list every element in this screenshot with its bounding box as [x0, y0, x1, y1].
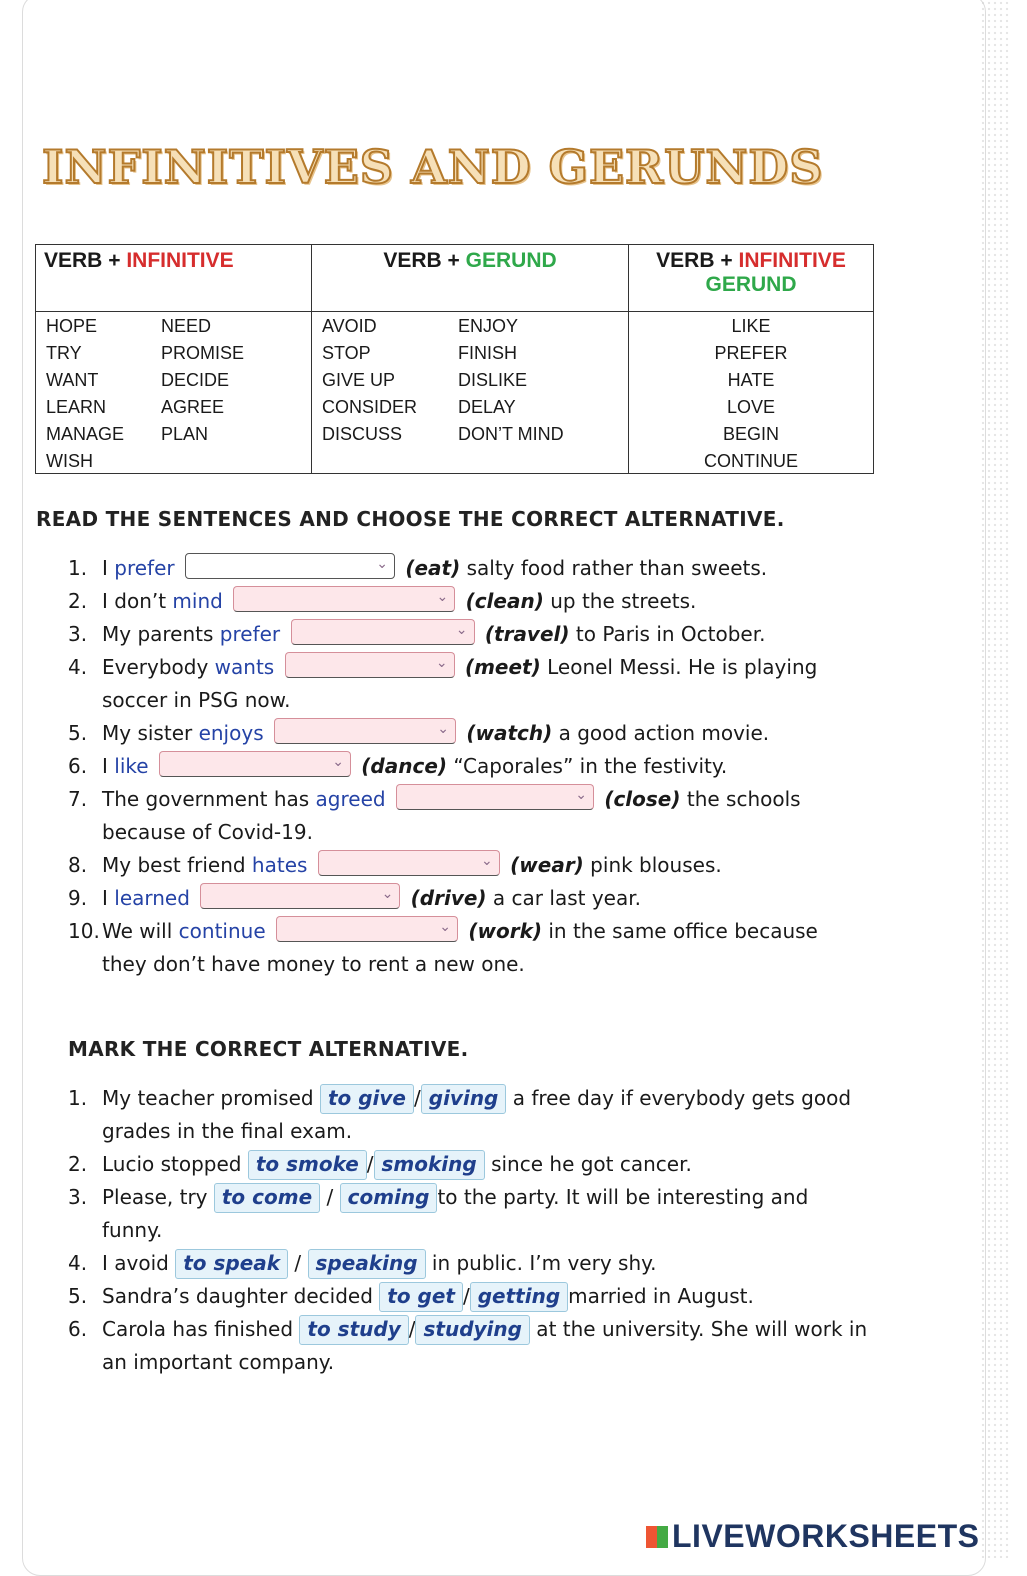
slash-separator: / [294, 1251, 302, 1275]
choice-item [68, 1082, 868, 1148]
header-kind-2: GERUND [705, 273, 797, 296]
answer-dropdown[interactable] [274, 718, 456, 744]
exercise-item [68, 651, 868, 717]
item-cue: (wear) [510, 853, 584, 877]
item-text: to the party. It will be interesting and funny. [102, 1185, 809, 1242]
verb-item: NEED [161, 316, 212, 336]
item-text: Sandra’s daughter decided [102, 1284, 380, 1308]
verb-item: TRY [46, 343, 82, 363]
header-both [629, 245, 874, 312]
item-number: 4. [68, 655, 88, 679]
item-text: My sister [102, 721, 199, 745]
verb-item: DISCUSS [322, 424, 403, 444]
slash-separator: / [326, 1185, 334, 1209]
liveworksheets-brand[interactable] [646, 1518, 979, 1555]
item-verb: prefer [114, 556, 175, 580]
infinitive-verbs-cell [36, 312, 312, 474]
item-text: “Caporales” in the festivity. [447, 754, 728, 778]
item-text: pink blouses. [583, 853, 722, 877]
item-text: I [102, 754, 115, 778]
verb-item: PROMISE [161, 343, 245, 363]
verb-item: LEARN [46, 397, 107, 417]
exercise-item [68, 915, 868, 981]
slash-separator: / [366, 1152, 374, 1176]
item-text: married in August. [568, 1284, 754, 1308]
header-infinitive [36, 245, 312, 312]
option-gerund[interactable]: studying [415, 1315, 529, 1345]
chevron-down-icon: ⌄ [575, 787, 587, 803]
exercise2-list [68, 1082, 868, 1379]
verb-item: CONSIDER [322, 397, 418, 417]
item-number: 6. [68, 754, 88, 778]
chevron-down-icon: ⌄ [381, 886, 394, 902]
option-gerund[interactable]: getting [470, 1282, 568, 1312]
answer-dropdown[interactable] [291, 619, 475, 645]
exercise-item [68, 585, 868, 618]
item-text: Leonel Messi. He is playing soccer in PSG now. [102, 655, 818, 712]
item-verb: learned [114, 886, 190, 910]
item-cue: (drive) [410, 886, 487, 910]
verb-item: MANAGE [46, 424, 125, 444]
item-cue: (travel) [484, 622, 570, 646]
slash-separator: / [462, 1284, 470, 1308]
item-text: in the same office because they don’t have money to rent a new one. [102, 919, 818, 976]
item-text: I don’t [102, 589, 173, 613]
header-plus: + [720, 249, 733, 272]
item-verb: enjoys [198, 721, 264, 745]
item-text: Carola has finished [102, 1317, 300, 1341]
exercise1-list [68, 552, 868, 981]
both-verbs-cell [629, 312, 874, 474]
chevron-down-icon: ⌄ [332, 754, 344, 770]
gerund-verbs-cell [312, 312, 629, 474]
option-gerund[interactable]: giving [421, 1084, 507, 1114]
exercise-item [68, 783, 868, 849]
chevron-down-icon: ⌄ [439, 919, 451, 935]
item-number: 4. [68, 1251, 88, 1275]
option-infinitive[interactable]: to get [379, 1282, 463, 1312]
header-kind: INFINITIVE [738, 249, 846, 272]
item-text: up the streets. [543, 589, 697, 613]
item-text: Please, try [102, 1185, 214, 1209]
item-text: a free day if everybody gets good grades in the final exam. [102, 1086, 852, 1143]
header-gerund [312, 245, 629, 312]
item-number: 3. [68, 622, 88, 646]
exercise-item [68, 882, 868, 915]
item-text: salty food rather than sweets. [460, 556, 768, 580]
item-number: 5. [68, 1284, 88, 1308]
item-text: My parents [102, 622, 220, 646]
header-kind: GERUND [465, 249, 557, 272]
verb-item: DELAY [458, 397, 516, 417]
item-text: at the university. She will work in an important company. [102, 1317, 868, 1374]
choice-item [68, 1148, 868, 1181]
item-number: 10. [68, 919, 100, 943]
exercise-item [68, 618, 868, 651]
chevron-down-icon: ⌄ [481, 853, 493, 869]
verb-item: DISLIKE [458, 370, 528, 390]
item-text: My best friend [102, 853, 252, 877]
verb-item: WANT [46, 370, 99, 390]
verb-item: AGREE [161, 397, 225, 417]
item-number: 2. [68, 589, 88, 613]
item-verb: mind [172, 589, 223, 613]
scrollbar-track[interactable] [980, 0, 1010, 1558]
chevron-down-icon: ⌄ [435, 655, 448, 671]
answer-dropdown[interactable] [233, 586, 455, 612]
verb-item: ENJOY [458, 316, 519, 336]
header-verb: VERB [656, 249, 715, 272]
item-number: 2. [68, 1152, 88, 1176]
header-kind: INFINITIVE [126, 249, 234, 272]
item-cue: (close) [604, 787, 681, 811]
page-title: INFINITIVES AND GERUNDS [42, 140, 824, 194]
option-gerund[interactable]: smoking [374, 1150, 485, 1180]
item-text: I avoid [102, 1251, 176, 1275]
brand-text: LIVEWORKSHEETS [672, 1518, 980, 1554]
option-infinitive[interactable]: to give [320, 1084, 414, 1114]
item-verb: continue [178, 919, 266, 943]
answer-dropdown[interactable] [285, 652, 455, 678]
item-text: in public. I’m very shy. [425, 1251, 657, 1275]
exercise-item [68, 552, 868, 585]
choice-item [68, 1181, 868, 1247]
option-infinitive[interactable]: to speak [175, 1249, 288, 1279]
item-text: My teacher promised [102, 1086, 320, 1110]
answer-dropdown[interactable] [200, 883, 400, 909]
verb-item: WISH [46, 451, 93, 471]
item-cue: (clean) [465, 589, 544, 613]
item-number: 1. [68, 1086, 88, 1110]
liveworksheets-logo-icon [646, 1526, 668, 1548]
verb-item: FINISH [458, 343, 518, 363]
verb-item: PREFER [714, 343, 788, 363]
item-number: 8. [68, 853, 88, 877]
verb-item [161, 449, 301, 473]
header-plus: + [447, 249, 460, 272]
item-text: I [102, 556, 115, 580]
option-gerund[interactable]: speaking [308, 1249, 426, 1279]
exercise-item [68, 717, 868, 750]
chevron-down-icon: ⌄ [436, 589, 449, 605]
exercise-item [68, 750, 868, 783]
choice-item [68, 1247, 868, 1280]
answer-dropdown[interactable] [159, 751, 351, 777]
verb-item: AVOID [322, 316, 377, 336]
answer-dropdown[interactable] [185, 553, 395, 579]
section1-heading: READ THE SENTENCES AND CHOOSE THE CORRECT ALTERNATIVE. [36, 507, 785, 531]
header-plus: + [108, 249, 121, 272]
verb-item: DECIDE [161, 370, 230, 390]
verb-item: HOPE [46, 316, 98, 336]
item-number: 3. [68, 1185, 88, 1209]
item-cue: (dance) [361, 754, 448, 778]
item-number: 1. [68, 556, 88, 580]
verb-item: BEGIN [722, 424, 779, 444]
item-number: 7. [68, 787, 88, 811]
verb-item: GIVE UP [322, 370, 396, 390]
chevron-down-icon: ⌄ [437, 721, 449, 737]
answer-dropdown[interactable] [276, 916, 458, 942]
item-number: 9. [68, 886, 88, 910]
choice-item [68, 1280, 868, 1313]
item-text: I [102, 886, 115, 910]
item-cue: (eat) [405, 556, 461, 580]
item-verb: wants [214, 655, 275, 679]
verb-item: HATE [727, 370, 775, 390]
verb-item: LOVE [726, 397, 776, 417]
option-infinitive[interactable]: to smoke [248, 1150, 367, 1180]
option-infinitive[interactable]: to come [214, 1183, 320, 1213]
item-text: a car last year. [486, 886, 641, 910]
exercise-item [68, 849, 868, 882]
item-cue: (work) [468, 919, 543, 943]
section2-heading: MARK THE CORRECT ALTERNATIVE. [68, 1037, 469, 1061]
option-infinitive[interactable]: to study [299, 1315, 408, 1345]
chevron-down-icon: ⌄ [455, 622, 468, 638]
item-text: We will [102, 919, 179, 943]
verb-table [35, 244, 874, 474]
option-gerund[interactable]: coming [340, 1183, 438, 1213]
item-text: The government has [102, 787, 316, 811]
answer-dropdown[interactable] [318, 850, 500, 876]
verb-item: STOP [322, 343, 371, 363]
item-text: to Paris in October. [569, 622, 766, 646]
choice-item [68, 1313, 868, 1379]
verb-item: DON’T MIND [458, 424, 564, 444]
item-verb: hates [251, 853, 308, 877]
verb-item: LIKE [731, 316, 771, 336]
item-verb: like [114, 754, 149, 778]
chevron-down-icon: ⌄ [376, 556, 388, 572]
item-text: the schools because of Covid-19. [102, 787, 801, 844]
verb-item: PLAN [161, 424, 209, 444]
header-verb: VERB [383, 249, 442, 272]
item-text: Lucio stopped [102, 1152, 248, 1176]
item-number: 5. [68, 721, 88, 745]
item-text: since he got cancer. [484, 1152, 692, 1176]
item-cue: (watch) [466, 721, 553, 745]
item-number: 6. [68, 1317, 88, 1341]
item-verb: prefer [219, 622, 281, 646]
slash-separator: / [414, 1086, 421, 1110]
item-cue: (meet) [464, 655, 541, 679]
answer-dropdown[interactable] [396, 784, 594, 810]
slash-separator: / [408, 1317, 416, 1341]
item-text: Everybody [102, 655, 215, 679]
verb-item: CONTINUE [704, 451, 798, 471]
item-verb: agreed [315, 787, 386, 811]
header-verb: VERB [44, 249, 103, 272]
item-text: a good action movie. [552, 721, 770, 745]
